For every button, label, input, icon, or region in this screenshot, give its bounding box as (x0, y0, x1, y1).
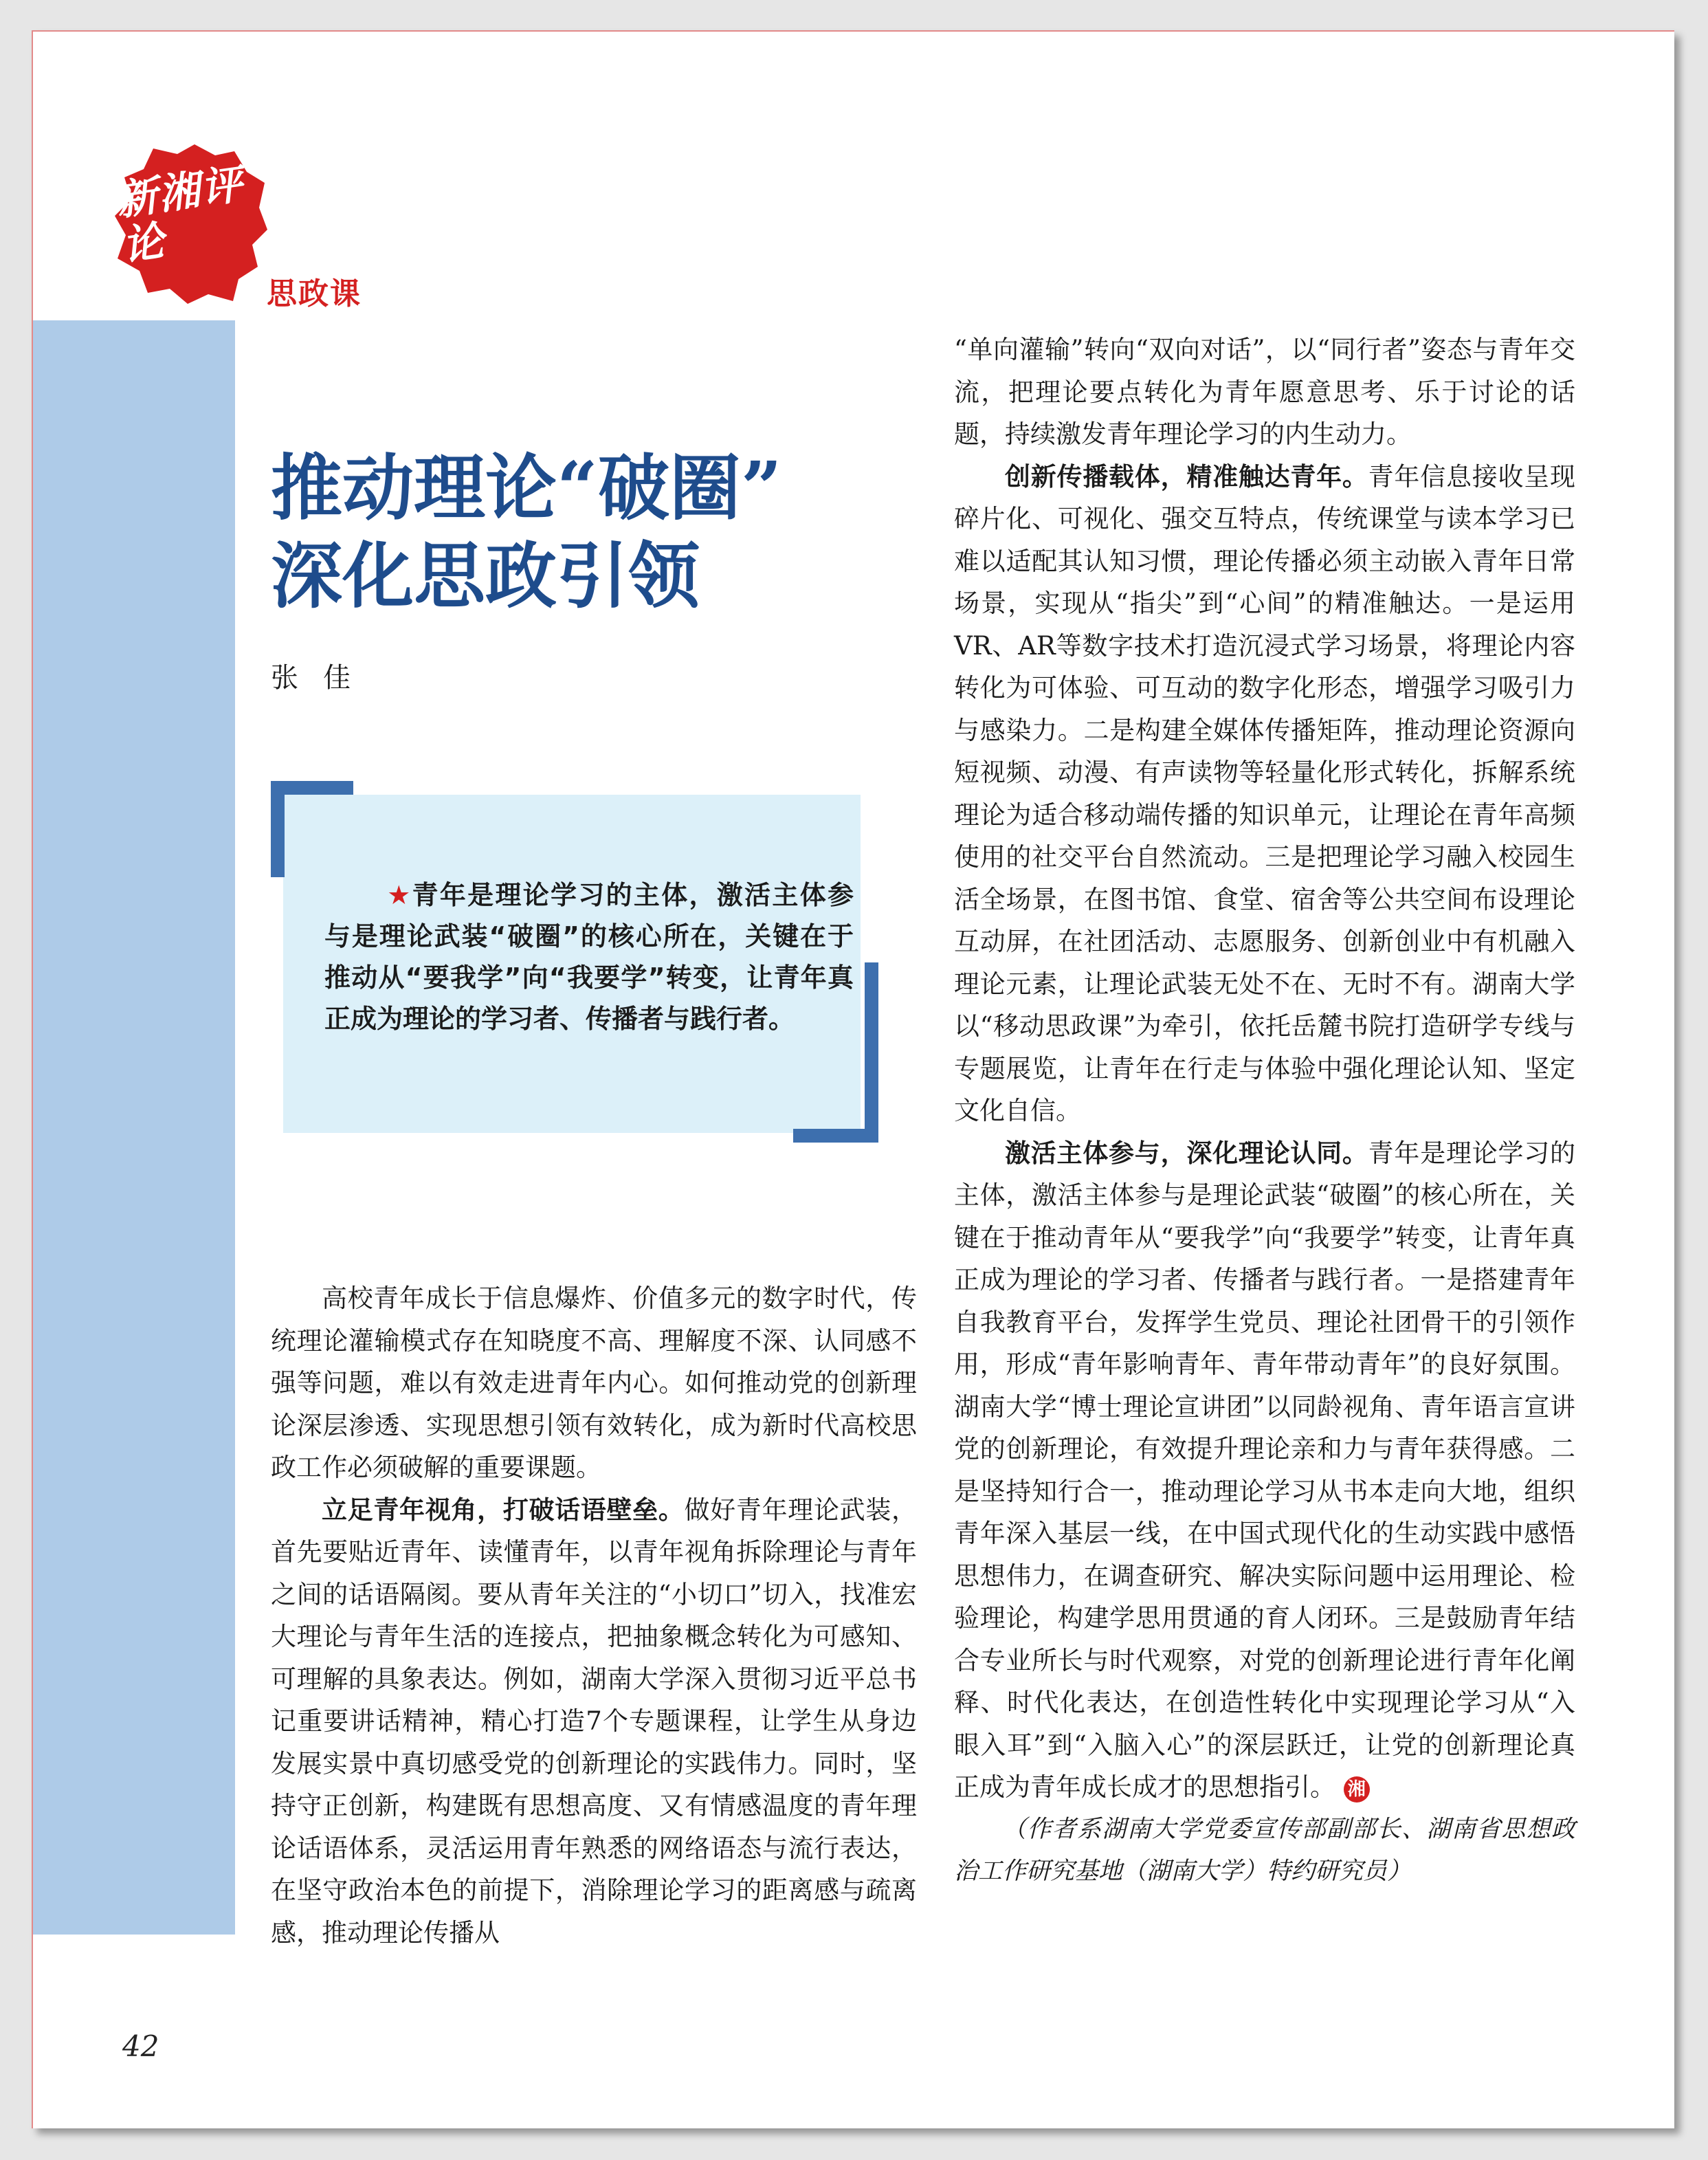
column-logo (112, 142, 401, 320)
article-title (271, 444, 889, 620)
callout-corner-top-left-vertical (271, 781, 285, 877)
callout-corner-bottom-right-vertical (865, 962, 878, 1143)
paragraph-text: 青年是理论学习的主体，激活主体参与是理论武装“破圈”的核心所在，关键在于推动青年从“要我学”向“我要学”转变，让青年真正成为理论的学习者、传播者与践行者。一是搭建青年自我教育平台，发挥学生党员、理论社团骨干的引领作用，形成“青年影响青年、青年带动青年”的良好氛围。湖南大学“博士理论宣讲团”以同龄视角、青年语言宣讲党的创新理论，有效提升理论亲和力与青年获得感。二是坚持知行合一，推动理论学习从书本走向大地，组织青年深入基层一线，在中国式现代化的生动实践中感悟思想伟力，在调查研究、解决实际问题中运用理论、检验理论，构建学思用贯通的育人闭环。三是鼓励青年结合专业所长与时代观察，对党的创新理论进行青年化阐释、时代化表达，在创造性转化中实现理论学习从“入眼入耳”到“入脑入心”的深层跃迁，让党的创新理论真正成为青年成长成才的思想指引。 (954, 1138, 1576, 1802)
callout-text: 青年是理论学习的主体，激活主体参与是理论武装“破圈”的核心所在，关键在于推动从“要我学”向“我要学”转变，让青年真正成为理论的学习者、传播者与践行者。 (324, 880, 854, 1034)
right-column (954, 329, 1575, 1893)
callout-quote (324, 874, 854, 1039)
logo-script-text: 新湘评论 (113, 159, 247, 271)
page-number: 42 (122, 2029, 159, 2063)
magazine-page (32, 30, 1674, 2128)
paragraph: 高校青年成长于信息爆炸、价值多元的数字时代，传统理论灌输模式存在知晓度不高、理解度不深、认同感不强等问题，难以有效走进青年内心。如何推动党的创新理论深层渗透、实现思想引领有效转化，成为新时代高校思政工作必须破解的重要课题。 (271, 1283, 917, 1482)
paragraph-continued: “单向灌输”转向“双向对话”，以“同行者”姿态与青年交流，把理论要点转化为青年愿意思考、乐于讨论的话题，持续激发青年理论学习的内生动力。 (954, 335, 1575, 449)
paragraph (954, 1132, 1575, 1809)
star-icon: ★ (387, 880, 412, 910)
author-name: 张佳 (271, 662, 375, 694)
section-lead: 创新传播载体，精准触达青年。 (1005, 461, 1368, 492)
title-line-2: 深化思政引领 (271, 533, 700, 618)
decorative-side-band (33, 320, 235, 1935)
end-mark-icon: 湘 (1344, 1776, 1370, 1803)
column-name: 思政课 (267, 276, 362, 311)
section-lead: 立足青年视角，打破话语壁垒。 (322, 1495, 685, 1525)
title-line-1: 推动理论“破圈” (271, 445, 782, 530)
author-note: （作者系湖南大学党委宣传部副部长、湖南省思想政治工作研究基地（湖南大学）特约研究员） (954, 1815, 1575, 1885)
paragraph-text: 青年信息接收呈现碎片化、可视化、强交互特点，传统课堂与读本学习已难以适配其认知习惯，理论传播必须主动嵌入青年日常场景，实现从“指尖”到“心间”的精准触达。一是运用VR、AR等数字技术打造沉浸式学习场景，将理论内容转化为可体验、可互动的数字化形态，增强学习吸引力与感染力。二是构建全媒体传播矩阵，推动理论资源向短视频、动漫、有声读物等轻量化形式转化，拆解系统理论为适合移动端传播的知识单元，让理论在青年高频使用的社交平台自然流动。三是把理论学习融入校园生活全场景，在图书馆、食堂、宿舍等公共空间布设理论互动屏，在社团活动、志愿服务、创新创业中有机融入理论元素，让理论武装无处不在、无时不有。湖南大学以“移动思政课”为牵引，依托岳麓书院打造研学专线与专题展览，让青年在行走与体验中强化理论认知、坚定文化自信。 (954, 461, 1576, 1125)
paragraph (271, 1489, 917, 1954)
paragraph-text: 做好青年理论武装，首先要贴近青年、读懂青年，以青年视角拆除理论与青年之间的话语隔阂。要从青年关注的“小切口”切入，找准宏大理论与青年生活的连接点，把抽象概念转化为可感知、可理解的具象表达。例如，湖南大学深入贯彻习近平总书记重要讲话精神，精心打造7个专题课程，让学生从身边发展实景中真切感受党的创新理论的实践伟力。同时，坚持守正创新，构建既有思想高度、又有情感温度的青年理论话语体系，灵活运用青年熟悉的网络语态与流行表达，在坚守政治本色的前提下，消除理论学习的距离感与疏离感，推动理论传播从 (271, 1495, 918, 1948)
left-column (271, 1277, 917, 1954)
section-lead: 激活主体参与，深化理论认同。 (1005, 1138, 1368, 1168)
paragraph (954, 456, 1575, 1132)
